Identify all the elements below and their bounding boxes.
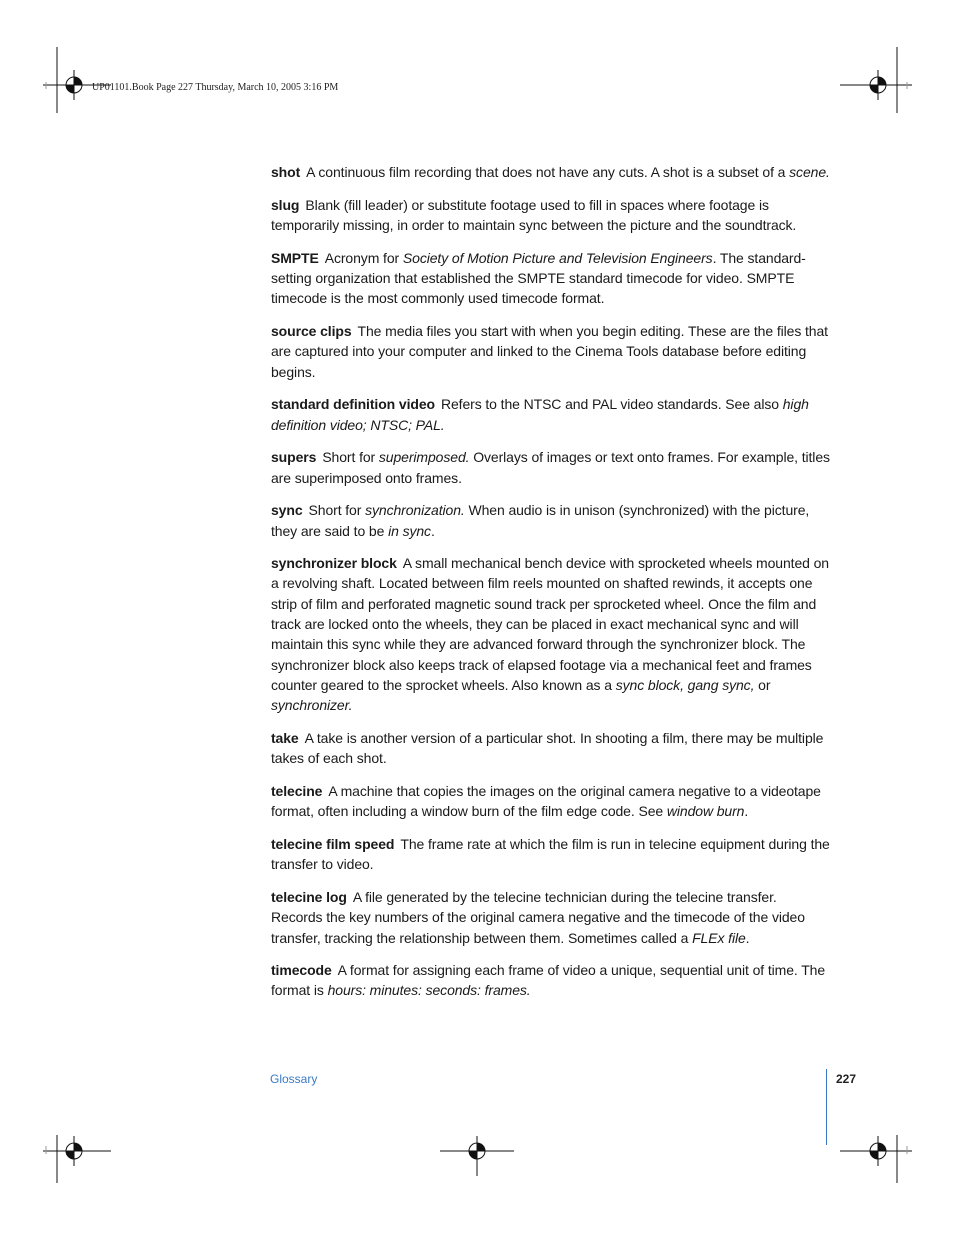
definition-text: Short for (322, 449, 379, 466)
print-slug-line: UP01101.Book Page 227 Thursday, March 10, 2005 3:16 PM (92, 82, 339, 93)
glossary-entry (271, 248, 831, 309)
definition-text: . (430, 522, 435, 539)
glossary-definition (306, 164, 830, 180)
definition-text: or (754, 676, 771, 693)
definition-italic-text: superimposed. (378, 449, 470, 466)
glossary-definition (271, 197, 796, 233)
definition-text: A machine that copies the images on the original camera negative to a videotape format, often including a window burn of the film edge code. See (271, 782, 821, 820)
definition-text: When audio is in unison (synchronized) with the picture, they are said to be (271, 502, 810, 539)
glossary-definition (271, 889, 805, 946)
glossary-definition (271, 783, 821, 819)
definition-italic-text: FLEx file (692, 929, 746, 946)
glossary-term: timecode (271, 962, 332, 979)
glossary-term: synchronizer block (271, 555, 397, 572)
definition-italic-text: high definition video; NTSC; PAL. (271, 396, 809, 433)
glossary-entry (271, 500, 831, 541)
glossary-entry (271, 321, 831, 382)
definition-text: The media files you start with when you begin editing. These are the files that are captured into your computer and linked to the Cinema Tools database before editing begins. (271, 322, 828, 380)
glossary-term: source clips (271, 322, 352, 339)
glossary-term: sync (271, 502, 303, 519)
glossary-entry (271, 195, 831, 236)
glossary-term: SMPTE (271, 249, 319, 266)
definition-text: Short for (308, 502, 366, 519)
glossary-term: standard definition video (271, 396, 435, 413)
definition-text: A file generated by the telecine technician during the telecine transfer. Records the key numbers of the original camera negative and the timecode of the video transfer, tracking the relationship between them. Sometimes called a (271, 888, 805, 946)
definition-italic-text: synchronizer. (271, 697, 353, 714)
definition-italic-text: sync block, gang sync, (615, 676, 755, 693)
definition-text: A take is another version of a particular shot. In shooting a film, there may be multiple takes of each shot. (271, 729, 824, 767)
glossary-term: telecine (271, 782, 323, 799)
definition-italic-text: Society of Motion Picture and Television Engineers (402, 249, 713, 266)
glossary-term: telecine log (271, 888, 347, 905)
glossary-entry (271, 162, 831, 182)
glossary-term: slug (271, 196, 300, 213)
glossary-term: shot (271, 164, 301, 180)
definition-italic-text: hours: minutes: seconds: frames. (327, 982, 531, 999)
definition-text: A continuous film recording that does not have any cuts. A shot is a subset of a (306, 164, 790, 180)
definition-text: Blank (fill leader) or substitute footage used to fill in spaces where footage is temporarily missing, in order to maintain sync between the picture and the soundtrack. (271, 196, 797, 233)
definition-text: Refers to the NTSC and PAL video standards. See also (440, 396, 783, 413)
glossary-entry (271, 887, 831, 948)
glossary-entry (271, 834, 831, 875)
glossary-entry (271, 394, 831, 435)
glossary-definition (271, 730, 823, 766)
glossary-definition (271, 449, 830, 485)
glossary-definition (271, 962, 825, 998)
definition-italic-text: window burn (666, 803, 745, 820)
definition-text: The frame rate at which the film is run in telecine equipment during the transfer to video. (271, 835, 830, 873)
glossary-term: telecine film speed (271, 835, 395, 852)
glossary-definition (271, 250, 806, 307)
definition-text: Acronym for (324, 249, 403, 266)
footer-divider (826, 1069, 827, 1145)
glossary-definition (271, 555, 829, 713)
definition-italic-text: in sync (388, 522, 431, 539)
glossary-term: supers (271, 449, 317, 466)
glossary-term: take (271, 729, 299, 746)
footer-section-label: Glossary (270, 1072, 318, 1086)
definition-italic-text: synchronization. (365, 502, 465, 519)
glossary-entry (271, 553, 831, 715)
definition-text: . (744, 803, 749, 820)
definition-text: . The standard-setting organization that established the SMPTE standard timecode for video. SMPTE timecode is the most commonly used timecode format. (271, 249, 806, 307)
definition-text: A format for assigning each frame of video a unique, sequential unit of time. The format is (271, 962, 826, 999)
glossary-entries (271, 162, 831, 1013)
definition-text: A small mechanical bench device with sprocketed wheels mounted on a revolving shaft. Located between film reels mounted on shafted rewinds, it accepts one strip of film and perforated magnetic sound track per sprocketed wheel. Once the film and track are locked onto the wheels, they can be placed in exact mechanical sync and will maintain this sync while they are advanced forward through the synchronizer block. The synchronizer block also keeps track of elapsed footage via a mechanical feet and frames counter geared to the sprocket wheels. Also known as a (271, 555, 829, 693)
definition-text: . (745, 929, 750, 946)
glossary-definition (271, 502, 809, 538)
definition-text: Overlays of images or text onto frames. For example, titles are superimposed onto frames. (271, 449, 830, 486)
definition-italic-text: scene. (789, 164, 830, 180)
page-number: 227 (836, 1072, 857, 1086)
glossary-entry (271, 728, 831, 769)
glossary-definition (271, 323, 828, 380)
glossary-entry (271, 960, 831, 1001)
glossary-entry (271, 781, 831, 822)
glossary-entry (271, 447, 831, 488)
